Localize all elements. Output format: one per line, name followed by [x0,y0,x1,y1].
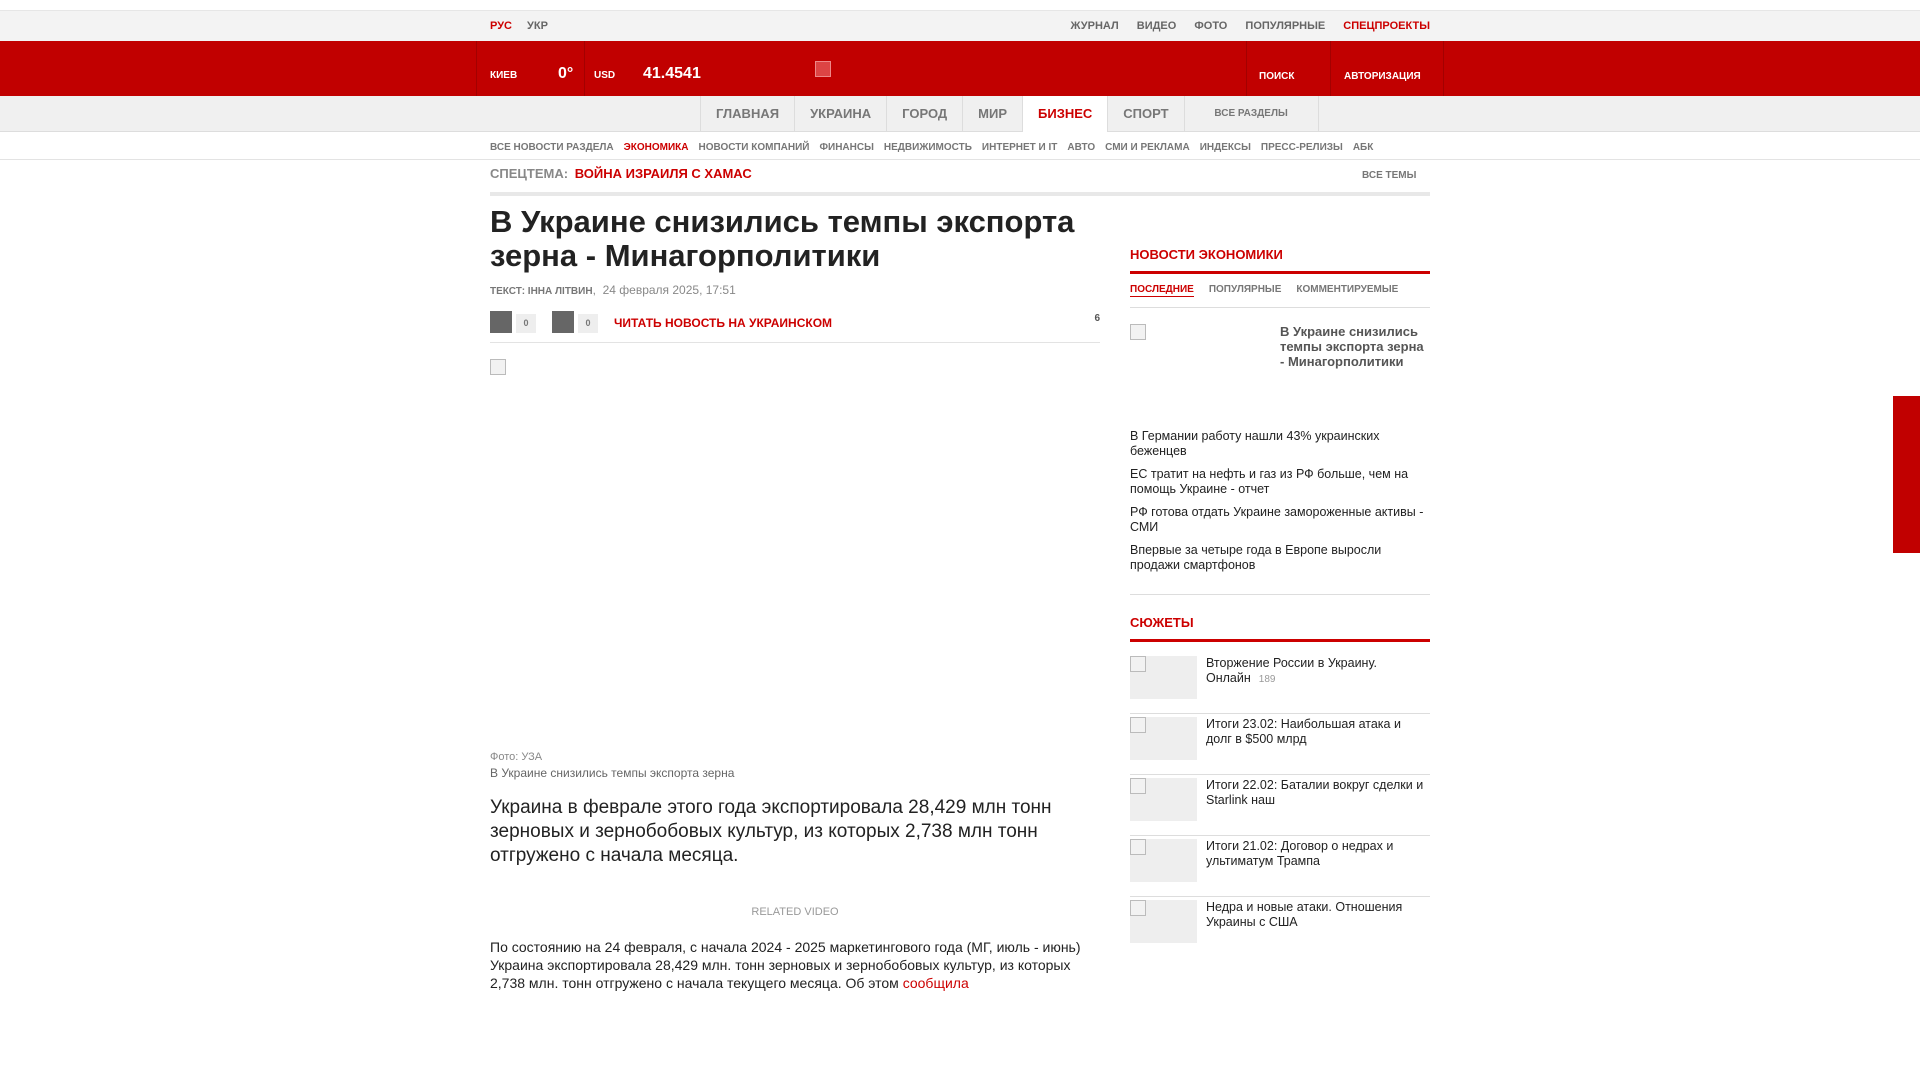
news-tabs [1130,284,1430,308]
subnav-real-estate[interactable]: НЕДВИЖИМОСТЬ [883,142,972,153]
article-photo [490,359,1100,745]
share-facebook-button[interactable] [490,311,536,333]
read-in-ukrainian-link[interactable]: ЧИТАТЬ НОВОСТЬ НА УКРАИНСКОМ [614,316,833,330]
subnav-indexes[interactable]: ИНДЕКСЫ [1199,142,1251,153]
special-topic-label: СПЕЦТЕМА: [490,166,569,181]
featured-news[interactable] [1130,324,1430,424]
main-nav [0,96,1920,132]
article-byline: ТЕКСТ: ІННА ЛІТВИН, 24 февраля 2025, 17:51 [490,283,736,297]
divider [1130,594,1430,595]
source-link[interactable]: сообщила [902,975,969,991]
photo-source: Фото: УЗА [490,751,543,763]
header-divider [584,41,585,96]
news-list [1130,429,1430,581]
list-item[interactable]: Впервые за четыре года в Европе выросли продажи смартфонов [1130,543,1382,572]
story-item[interactable] [1130,897,1430,958]
nav-city[interactable]: ГОРОД [886,96,962,132]
story-item[interactable] [1130,836,1430,897]
stories-list [1130,653,1430,958]
story-title[interactable]: Итоги 21.02: Договор о недрах и ультиматум Трампа [1206,839,1394,868]
special-projects-link[interactable]: СПЕЦПРОЕКТЫ [1343,20,1430,32]
story-count: 189 [1258,674,1276,685]
share-twitter-button[interactable] [552,311,598,333]
lang-ru-link[interactable]: РУС [490,20,512,32]
header-underline [1130,639,1430,642]
special-topic-link[interactable]: ВОЙНА ИЗРАИЛЯ С ХАМАС [574,166,752,181]
list-item[interactable]: ЕС тратит на нефть и газ из РФ больше, чем на помощь Украине - отчет [1130,467,1409,496]
story-title[interactable]: Итоги 22.02: Баталии вокруг сделки и Starlink наш [1206,778,1424,807]
login-button[interactable]: АВТОРИЗАЦИЯ [1344,71,1421,82]
nav-sport[interactable]: СПОРТ [1107,96,1183,132]
all-topics-link[interactable]: ВСЕ ТЕМЫ [1362,170,1417,181]
popular-link[interactable]: ПОПУЛЯРНЫЕ [1245,20,1326,32]
facebook-icon [490,311,512,333]
broken-image-icon [1130,900,1146,916]
nav-world[interactable]: МИР [962,96,1022,132]
header-divider [1330,41,1331,96]
related-video-label: RELATED VIDEO [751,906,839,918]
subnav-media[interactable]: СМИ И РЕКЛАМА [1105,142,1190,153]
subnav-internet-it[interactable]: ИНТЕРНЕТ И IT [981,142,1058,153]
nav-main[interactable]: ГЛАВНАЯ [700,96,794,132]
subnav-press-releases[interactable]: ПРЕСС-РЕЛИЗЫ [1260,142,1343,153]
broken-image-icon [1130,839,1146,855]
stories-header[interactable]: СЮЖЕТЫ [1130,615,1194,630]
story-item[interactable] [1130,775,1430,836]
list-item[interactable]: В Германии работу нашли 43% украинских беженцев [1130,429,1380,458]
journal-link[interactable]: ЖУРНАЛ [1070,20,1119,32]
story-title[interactable]: Вторжение России в Украину. Онлайн [1206,656,1377,685]
tab-commented[interactable]: КОММЕНТИРУЕМЫЕ [1296,284,1399,295]
story-thumbnail[interactable] [1130,656,1197,699]
article-lead: Украина в феврале этого года экспортировала 28,429 млн тонн зерновых и зернобобовых культур, из которых 2,738 млн тонн отгружено с начала месяца. [490,797,1052,866]
weather-city[interactable]: КИЕВ [490,70,518,81]
subnav-finance[interactable]: ФИНАНСЫ [819,142,874,153]
site-logo[interactable] [815,61,831,77]
header-divider [1443,41,1444,96]
story-item[interactable] [1130,653,1430,714]
subnav-auto[interactable]: АВТО [1067,142,1096,153]
share-count: 0 [578,314,598,333]
broken-image-icon [1130,778,1146,794]
photo-link[interactable]: ФОТО [1194,20,1228,32]
section-subnav [0,133,1920,160]
article-actions [490,311,1100,343]
lang-ua-link[interactable]: УКР [527,20,548,32]
divider [490,192,1430,196]
header-divider [1246,41,1247,96]
article-title: В Украине снизились темпы экспорта зерна - Минагорполитики [490,204,1075,273]
story-thumbnail[interactable] [1130,900,1197,943]
special-topic [490,166,752,181]
site-header [0,41,1920,96]
article-body [490,938,1100,992]
broken-image-icon [1130,717,1146,733]
story-title[interactable]: Недра и новые атаки. Отношения Украины с США [1206,900,1403,929]
story-item[interactable] [1130,714,1430,775]
story-thumbnail[interactable] [1130,778,1197,821]
tab-popular[interactable]: ПОПУЛЯРНЫЕ [1208,284,1282,295]
top-links [1056,20,1430,32]
article-body-text: По состоянию на 24 февраля, с начала 2024 - 2025 маркетингового года (МГ, июль - июнь) Украина экспортировала 28,429 млн. тонн зерновых и зернобобовых культур, из которых 2,738 млн. тонн отгружено с начала текущего месяца. Об этом [490,939,1081,991]
economy-news-header[interactable]: НОВОСТИ ЭКОНОМИКИ [1130,247,1283,262]
language-switch [490,20,560,32]
twitter-icon [552,311,574,333]
broken-image-icon [1130,656,1146,672]
currency-label[interactable]: USD [594,70,616,81]
subnav-economy[interactable]: ЭКОНОМИКА [623,142,689,153]
video-link[interactable]: ВИДЕО [1136,20,1177,32]
search-button[interactable]: ПОИСК [1259,71,1295,82]
list-item[interactable]: РФ готова отдать Украине замороженные активы - СМИ [1130,505,1424,534]
header-underline [1130,271,1430,274]
currency-rate: 41.4541 [643,65,701,82]
nav-ukraine[interactable]: УКРАИНА [794,96,886,132]
story-thumbnail[interactable] [1130,839,1197,882]
tab-latest[interactable]: ПОСЛЕДНИЕ [1130,284,1194,295]
article-date: 24 февраля 2025, 17:51 [602,283,736,297]
featured-news-title[interactable]: В Украине снизились темпы экспорта зерна - Минагорполитики [1280,324,1424,369]
broken-image-icon [490,359,506,375]
photo-caption: В Украине снизились темпы экспорта зерна [490,766,735,780]
header-divider [476,41,477,96]
subnav-company-news[interactable]: НОВОСТИ КОМПАНИЙ [698,142,810,153]
share-count: 0 [516,314,536,333]
nav-business[interactable]: БИЗНЕС [1022,96,1107,132]
broken-image-icon [1130,324,1146,340]
story-title[interactable]: Итоги 23.02: Наибольшая атака и долг в $500 млрд [1206,717,1401,746]
story-thumbnail[interactable] [1130,717,1197,760]
weather-temperature: 0° [558,65,574,82]
subnav-abk[interactable]: АБК [1352,142,1374,153]
article-author[interactable]: ТЕКСТ: ІННА ЛІТВИН [490,286,593,297]
comments-count[interactable]: 6 [1094,313,1100,324]
nav-all-sections[interactable]: ВСЕ РАЗДЕЛЫ [1184,96,1319,132]
feedback-side-tab[interactable] [1893,396,1920,553]
top-bar [0,10,1920,41]
subnav-all-news[interactable]: ВСЕ НОВОСТИ РАЗДЕЛА [490,142,614,153]
